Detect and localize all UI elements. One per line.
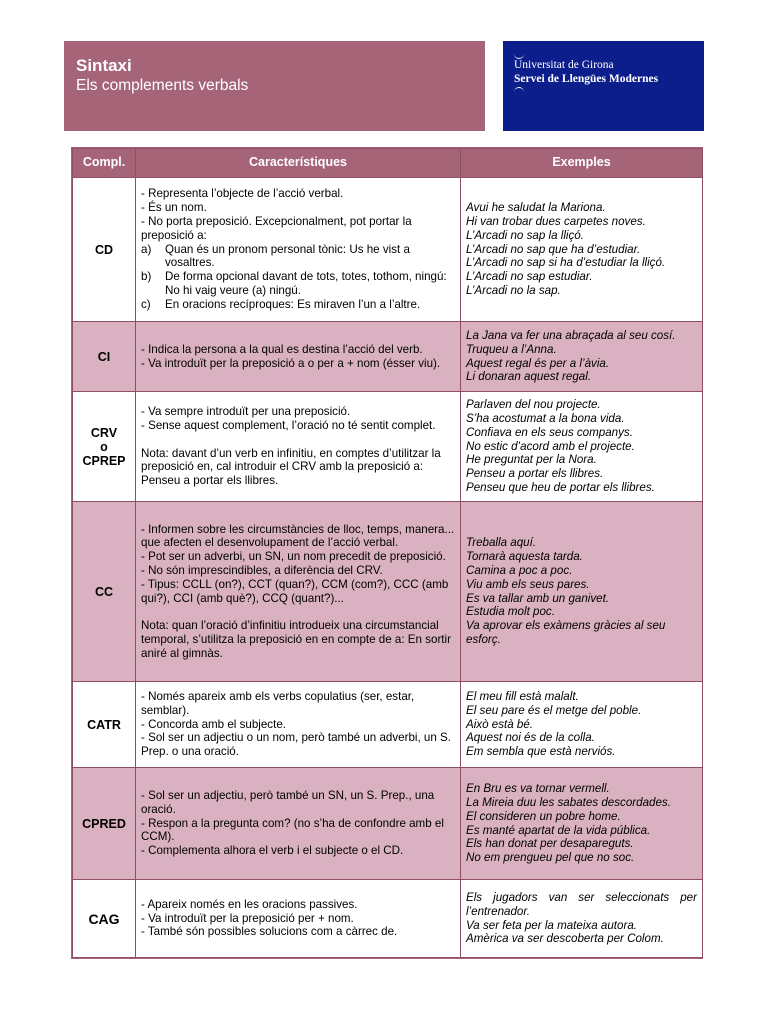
compl-cell (73, 392, 136, 502)
example-line: Viu amb els seus pares. (466, 577, 590, 591)
characteristics-cell (136, 178, 461, 322)
characteristic-line: - És un nom. (141, 201, 207, 215)
example-line: Va aprovar els exàmens gràcies al seu esforç. (466, 619, 666, 646)
example-line: Estudia molt poc. (466, 605, 555, 619)
compl-cell: CD (73, 178, 136, 322)
compl-cell: CATR (73, 682, 136, 768)
example-line: Els jugadors van ser seleccionats per l’entrenador. (466, 890, 697, 918)
characteristic-line: - Apareix només en les oracions passives. (141, 897, 358, 911)
example-line: Això està bé. (466, 717, 534, 731)
characteristic-line: - Sol ser un adjectiu o un nom, però també un adverbi, un S. Prep. o una oració. (141, 731, 451, 759)
list-item: b) De forma opcional davant de tots, totes, tothom, ningú: No hi vaig veure (a) ningú. (141, 270, 447, 297)
example-line: Treballa aquí. (466, 536, 537, 550)
characteristic-line: - No són imprescindibles, a diferència del CRV. (141, 563, 383, 577)
table-row-catr (73, 682, 703, 768)
example-line: He preguntat per la Nora. (466, 453, 597, 467)
characteristic-note: Nota: quan l’oració d’infinitiu introdueix una circumstancial temporal, s’utilitza la preposició en en compte de a: En sortir aniré al gimnàs. (141, 619, 451, 660)
example-line: Parlaven del nou projecte. (466, 398, 601, 412)
characteristic-line: - Informen sobre les circumstàncies de lloc, temps, manera... que afecten el desenvolupament de l’acció verbal. (141, 522, 455, 550)
examples-cell (461, 392, 703, 502)
characteristic-line: - També són possibles solucions com a càrrec de. (141, 925, 398, 939)
logo-ornament-bottom (514, 87, 524, 92)
compl-label-crv: CRV (90, 425, 118, 440)
example-line: Aquest noi és de la colla. (466, 731, 595, 745)
page-title: Sintaxi (76, 56, 132, 75)
page-subtitle: Els complements verbals (76, 77, 249, 94)
example-line: Aquest regal és per a l’àvia. (466, 356, 610, 370)
example-line: L’Arcadi no sap la lliçó. (466, 228, 584, 242)
compl-cell: CAG (73, 880, 136, 958)
compl-cell: CI (73, 322, 136, 392)
title-banner (64, 41, 485, 131)
example-line: En Bru es va tornar vermell. (466, 782, 610, 796)
example-line: Li donaran aquest regal. (466, 370, 592, 384)
example-line: Amèrica va ser descoberta per Colom. (466, 932, 664, 946)
examples-cell (461, 178, 703, 322)
example-line: Es va tallar amb un ganivet. (466, 591, 610, 605)
characteristic-line: - Pot ser un adverbi, un SN, un nom precedit de preposició. (141, 550, 446, 564)
logo-service-name: Servei de Llengües Modernes (514, 73, 659, 85)
example-line: Penseu a portar els llibres. (466, 467, 604, 481)
characteristic-line: - Tipus: CCLL (on?), CCT (quan?), CCM (com?), CCC (amb qui?), CCI (amb què?), CCQ (quant?)... (141, 577, 449, 605)
logo-university-name: Universitat de Girona (514, 59, 614, 71)
characteristics-cell (136, 392, 461, 502)
column-header-characteristics: Característiques (136, 149, 461, 178)
example-line: L’Arcadi no sap estudiar. (466, 270, 593, 284)
examples-cell (461, 768, 703, 880)
example-line: Penseu que heu de portar els llibres. (466, 480, 655, 494)
characteristics-cell (136, 502, 461, 682)
compl-cell: CC (73, 502, 136, 682)
characteristic-line: - Va introduït per la preposició per + nom. (141, 911, 354, 925)
characteristic-line: - Complementa alhora el verb i el subjecte o el CD. (141, 844, 404, 858)
table-header-row (73, 149, 703, 178)
example-line: No estic d’acord amb el projecte. (466, 439, 635, 453)
example-line: Avui he saludat la Mariona. (466, 201, 606, 215)
example-line: Els han donat per desapareguts. (466, 837, 634, 851)
examples-cell (461, 502, 703, 682)
example-line: L’Arcadi no la sap. (466, 283, 561, 297)
list-item: a) Quan és un pronom personal tònic: Us he vist a vosaltres. (141, 242, 410, 270)
example-line: Tornarà aquesta tarda. (466, 550, 583, 564)
compl-label-cprep: CPREP (82, 453, 126, 468)
example-line: El meu fill està malalt. (466, 690, 579, 703)
example-line: La Jana va fer una abraçada al seu cosí. (466, 328, 676, 342)
characteristic-line: - Respon a la pregunta com? (no s’ha de confondre amb el CCM). (141, 816, 444, 844)
characteristic-line: - Representa l’objecte de l’acció verbal. (141, 187, 344, 201)
characteristic-line: - No porta preposició. Excepcionalment, pot portar la preposició a: (141, 215, 412, 242)
table-row-cc (73, 502, 703, 682)
example-line: Va ser feta per la mateixa autora. (466, 918, 637, 932)
table-row-crv (73, 392, 703, 502)
characteristic-line: - Només apareix amb els verbs copulatius (ser, estar, semblar). (141, 690, 415, 717)
example-line: Hi van trobar dues carpetes noves. (466, 215, 646, 228)
example-line: El seu pare és el metge del poble. (466, 703, 642, 717)
example-line: L’Arcadi no sap si ha d’estudiar la lliçó. (466, 256, 666, 270)
table-row-ci (73, 322, 703, 392)
example-line: Es manté apartat de la vida pública. (466, 823, 651, 837)
examples-cell (461, 682, 703, 768)
example-line: Truqueu a l’Anna. (466, 342, 557, 356)
university-logo (503, 41, 704, 131)
example-line: La Mireia duu les sabates descordades. (466, 795, 671, 809)
characteristic-line: - Indica la persona a la qual es destina l’acció del verb. (141, 342, 423, 356)
characteristic-line: - Sol ser un adjectiu, però també un SN, un S. Prep., una oració. (141, 789, 435, 816)
example-line: Camina a poc a poc. (466, 563, 573, 577)
example-line: Em sembla que està nerviós. (466, 745, 616, 759)
examples-cell (461, 880, 703, 958)
example-line: El consideren un pobre home. (466, 809, 621, 823)
characteristic-line: - Concorda amb el subjecte. (141, 717, 286, 731)
characteristics-cell (136, 768, 461, 880)
column-header-compl: Compl. (73, 149, 136, 178)
table-row-cpred (73, 768, 703, 880)
characteristic-line: - Va introduït per la preposició a o per a + nom (ésser viu). (141, 356, 441, 370)
characteristics-cell (136, 682, 461, 768)
example-line: Confiava en els seus companys. (466, 425, 633, 439)
table-row-cd (73, 178, 703, 322)
example-line: No em prengueu pel que no soc. (466, 851, 635, 865)
list-item: c) En oracions recíproques: Es miraven l’un a l’altre. (141, 297, 421, 311)
example-line: L’Arcadi no sap que ha d’estudiar. (466, 242, 641, 256)
complements-table (71, 147, 703, 959)
compl-cell: CPRED (73, 768, 136, 880)
column-header-examples: Exemples (461, 149, 703, 178)
characteristics-cell (136, 322, 461, 392)
examples-cell (461, 322, 703, 392)
compl-label-or: o (100, 439, 108, 454)
characteristics-cell (136, 880, 461, 958)
characteristic-line: - Va sempre introduït per una preposició. (141, 405, 351, 419)
table-row-cag (73, 880, 703, 958)
example-line: S’ha acostumat a la bona vida. (466, 412, 625, 425)
characteristic-note: Nota: davant d’un verb en infinitiu, en comptes d’utilitzar la preposició en, cal introduir el CRV amb la preposició a: Penseu a portar els llibres. (141, 446, 441, 488)
characteristic-line: - Sense aquest complement, l’oració no té sentit complet. (141, 418, 436, 432)
